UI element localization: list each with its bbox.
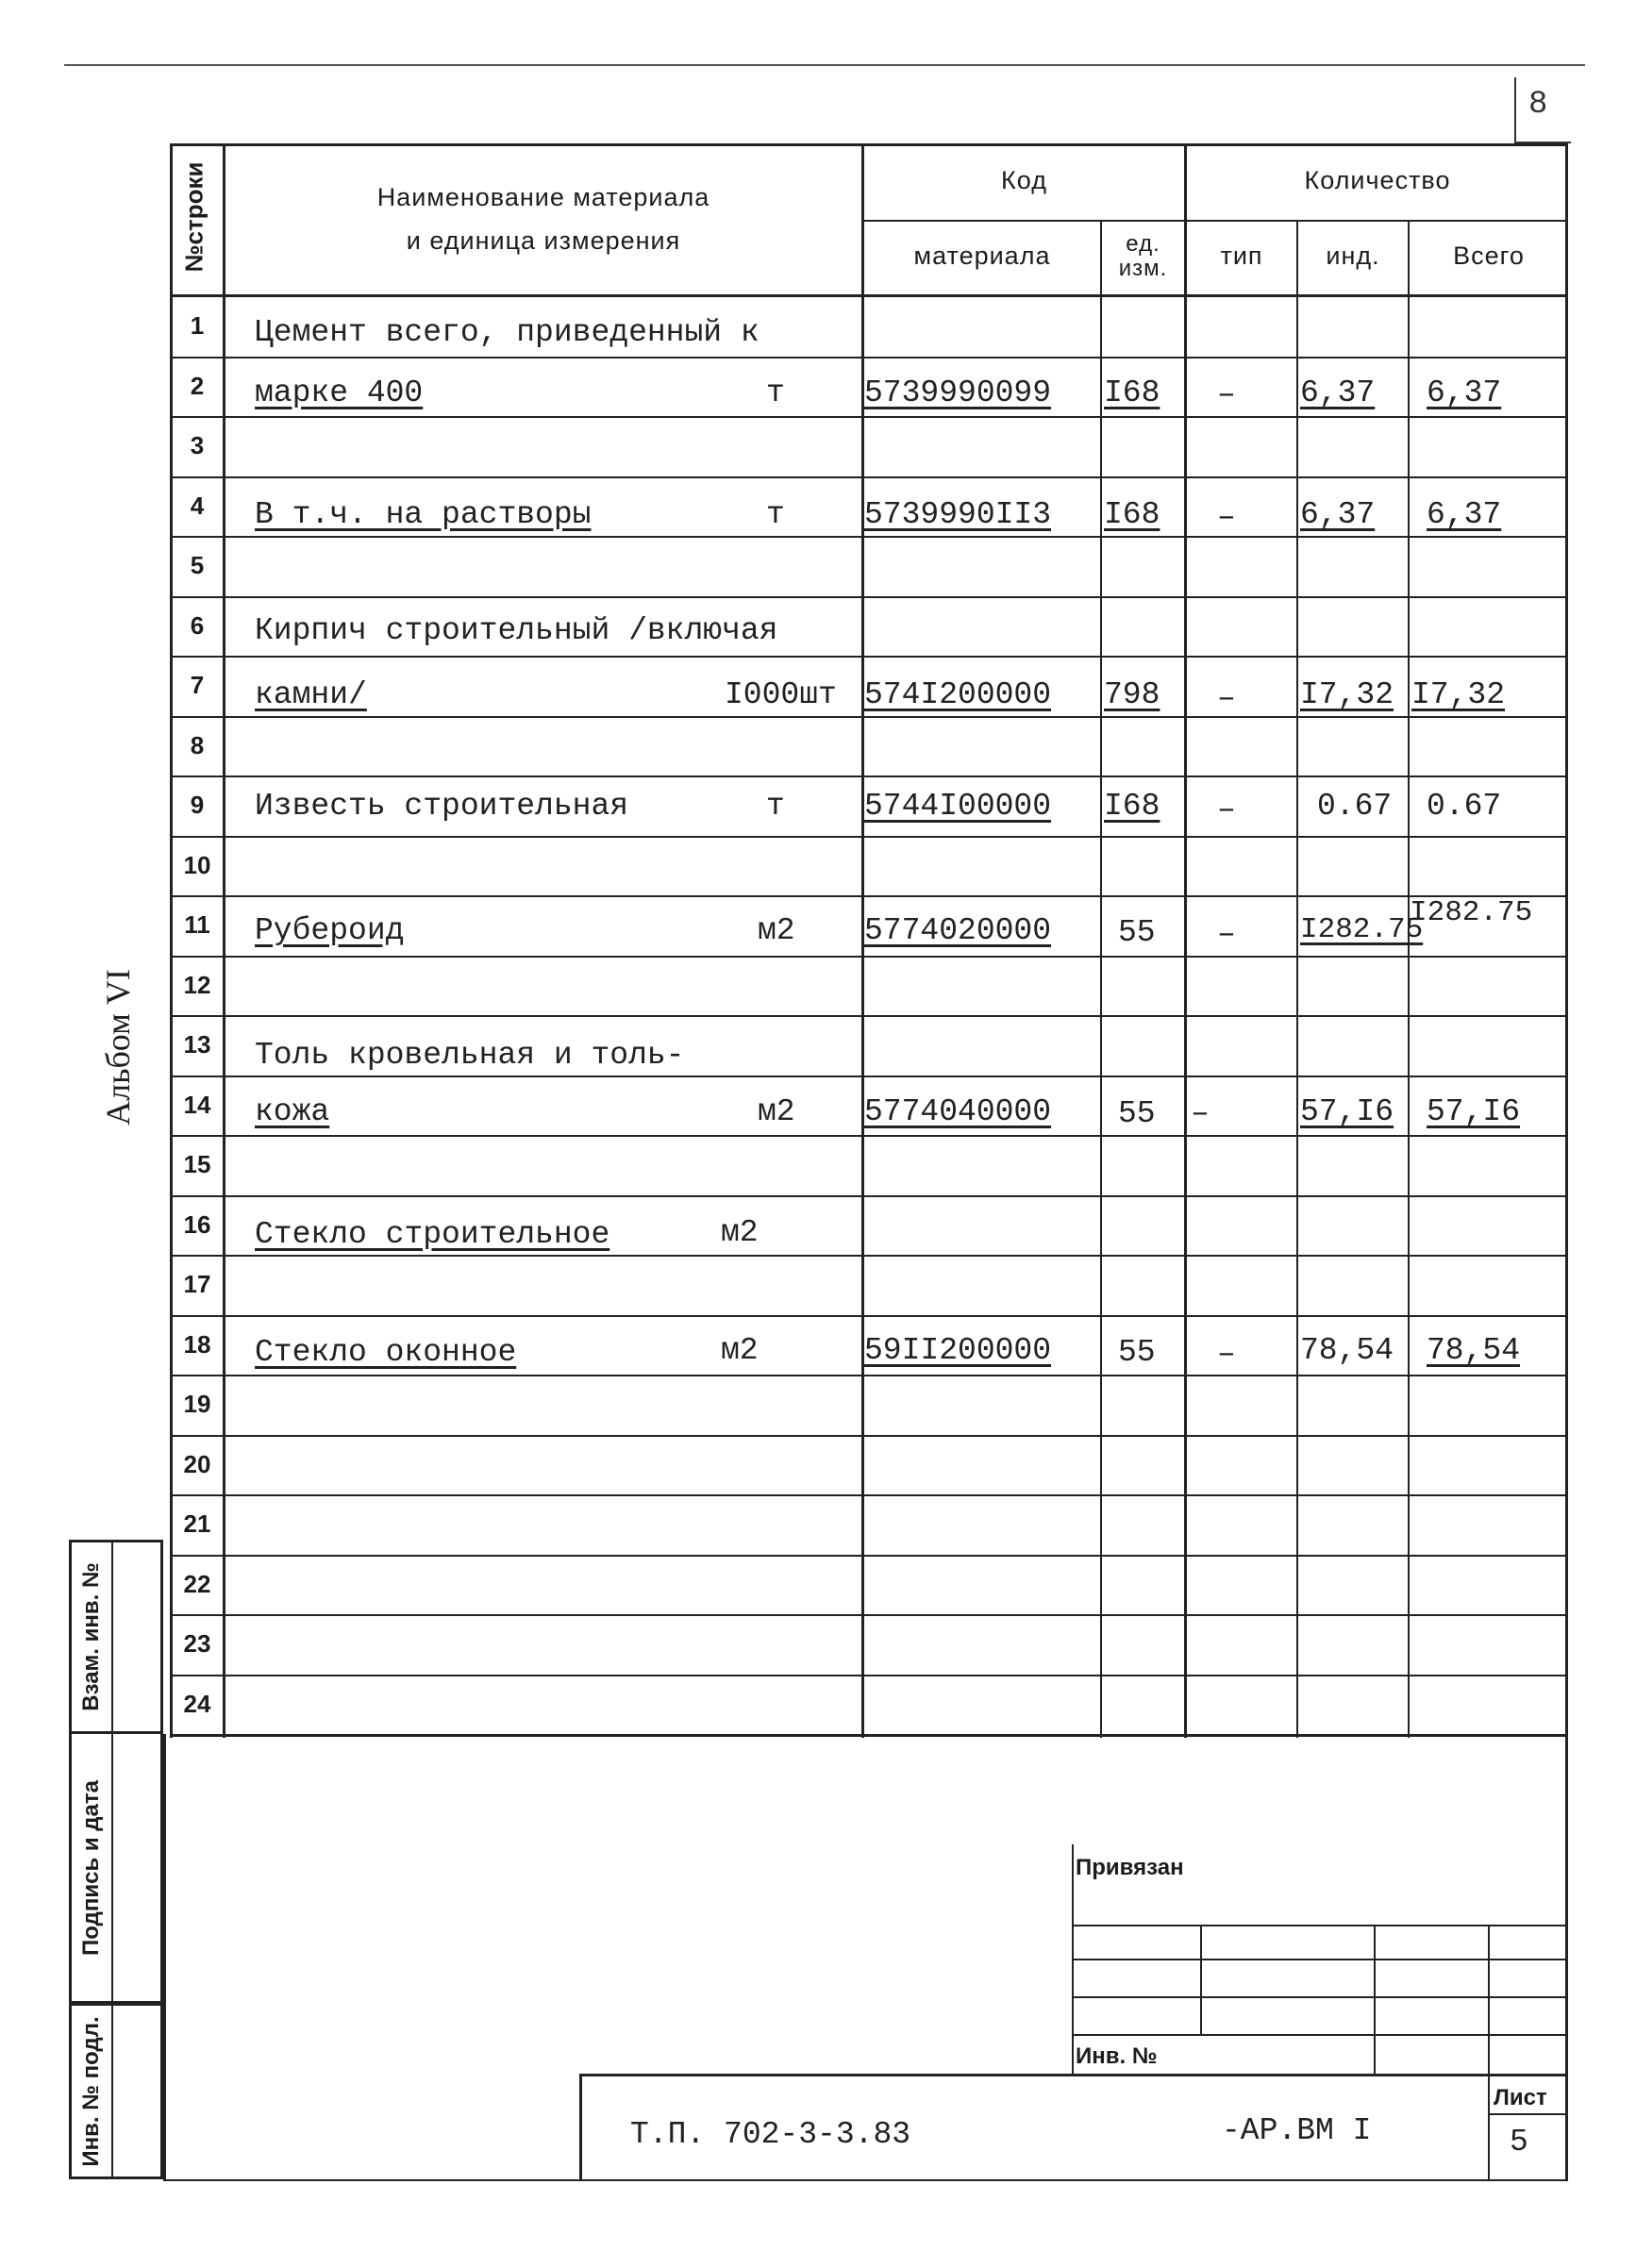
row-line	[170, 656, 1568, 658]
row-number: 8	[190, 731, 205, 759]
col-divider-ind	[1408, 220, 1410, 1738]
r2-total: 6,37	[1427, 375, 1502, 410]
unit-header: ед. изм.	[1118, 231, 1168, 281]
col-divider-unit	[1184, 143, 1187, 1738]
r11-type: –	[1217, 917, 1236, 952]
r6-name: Кирпич строительный /включая	[255, 613, 778, 648]
r4-name: В т.ч. на растворы	[255, 497, 592, 532]
r14-ucode: 55	[1118, 1096, 1156, 1131]
r11-total: I282.75	[1410, 896, 1533, 929]
privyazan-line3	[1072, 1996, 1568, 1998]
row-line	[170, 716, 1568, 718]
r18-code: 59II200000	[864, 1333, 1052, 1368]
r16-name: Стекло строительное	[255, 1217, 610, 1252]
album-label: Альбом VI	[99, 969, 137, 1126]
quantity-header: Количество	[1304, 166, 1451, 194]
row-number: 19	[183, 1390, 211, 1418]
row-number: 11	[184, 910, 210, 939]
r14-code: 5774040000	[864, 1094, 1052, 1129]
r11-ucode: 55	[1118, 915, 1156, 950]
row-number-header: №строки	[179, 161, 209, 273]
row-number: 13	[183, 1030, 211, 1059]
row-line	[170, 596, 1568, 598]
titleblock-top	[581, 2074, 1568, 2076]
row-number: 20	[183, 1450, 211, 1478]
r14-total: 57,I6	[1427, 1094, 1521, 1129]
row-line	[170, 1375, 1568, 1376]
name-header-line2: и единица измерения	[406, 226, 681, 255]
row-number: 7	[190, 671, 205, 699]
row-line	[170, 357, 1568, 359]
page-number: 8	[1528, 87, 1548, 123]
row-number: 22	[183, 1570, 211, 1598]
row-line	[170, 1135, 1568, 1137]
r13-name: Толь кровельная и толь-	[255, 1038, 685, 1073]
r4-ind: 6,37	[1300, 497, 1376, 532]
r4-ucode: I68	[1104, 497, 1160, 532]
row-line	[170, 1675, 1568, 1676]
r7-ind: I7,32	[1300, 677, 1394, 712]
r11-name: Рубероид	[255, 913, 405, 948]
r18-ucode: 55	[1118, 1335, 1156, 1370]
code-header: Код	[1001, 166, 1047, 194]
r9-unit: т	[766, 789, 785, 824]
privyazan-div2	[1374, 1925, 1376, 2076]
row-line	[170, 1555, 1568, 1557]
r14-type: –	[1191, 1096, 1210, 1131]
document-code: Т.П. 702-3-3.83	[630, 2117, 911, 2152]
row-number: 12	[183, 971, 211, 999]
privyazan-div1	[1200, 1925, 1202, 2036]
row-number: 3	[190, 431, 205, 459]
row-line	[170, 1614, 1568, 1616]
r18-total: 78,54	[1427, 1333, 1521, 1368]
row-number: 21	[183, 1509, 211, 1538]
r14-ind: 57,I6	[1300, 1094, 1394, 1129]
frame-bottom-line	[163, 2179, 1568, 2181]
stamp-vzam: Взам. инв. №	[69, 1540, 163, 1734]
r7-name: камни/	[255, 677, 367, 712]
r11-code: 5774020000	[864, 913, 1052, 948]
ind-header: инд.	[1326, 242, 1380, 270]
r7-code: 574I200000	[864, 677, 1052, 712]
r2-unit: т	[766, 375, 785, 410]
r9-type: –	[1217, 792, 1236, 827]
row-number: 14	[183, 1091, 211, 1119]
r11-ind: I282.75	[1300, 913, 1424, 946]
privyazan-div3	[1488, 1925, 1490, 2076]
r18-name: Стекло оконное	[255, 1335, 517, 1370]
row-line	[170, 1494, 1568, 1496]
r9-ucode: I68	[1104, 789, 1160, 824]
titleblock-left	[579, 2074, 582, 2179]
row-number: 18	[183, 1330, 211, 1359]
stamp-inv-podl: Инв. № подл.	[69, 2004, 163, 2179]
sheet-label: Лист	[1494, 2085, 1547, 2110]
row-line	[170, 1255, 1568, 1257]
row-number: 9	[190, 791, 205, 819]
r1-name: Цемент всего, приведенный к	[255, 315, 760, 350]
row-number: 5	[190, 551, 205, 579]
r18-type: –	[1217, 1337, 1236, 1372]
col-divider-type	[1296, 220, 1298, 1738]
row-number: 4	[190, 492, 205, 520]
row-line	[170, 1315, 1568, 1317]
col-divider-rowno	[223, 143, 225, 1738]
row-line	[170, 836, 1568, 838]
row-number: 24	[183, 1690, 211, 1718]
sheet-box-divider	[1488, 2113, 1568, 2115]
sheet-number: 5	[1510, 2125, 1528, 2160]
code-material-header: материала	[913, 242, 1051, 270]
r7-ucode: 798	[1104, 677, 1160, 712]
r14-unit: м2	[758, 1094, 795, 1129]
type-header: тип	[1220, 242, 1263, 270]
r9-ind: 0.67	[1317, 789, 1393, 824]
privyazan-label: Привязан	[1076, 1855, 1184, 1880]
header-bottom-line	[170, 294, 1568, 297]
document-suffix: -АР.ВМ I	[1222, 2113, 1372, 2148]
r9-code: 5744I00000	[864, 789, 1052, 824]
r9-name: Известь строительная	[255, 789, 629, 824]
privyazan-line2	[1072, 1959, 1568, 1960]
r18-unit: м2	[721, 1333, 759, 1368]
r2-name: марке 400	[255, 375, 424, 410]
r11-unit: м2	[758, 913, 795, 948]
stamp-podpis: Подпись и дата	[69, 1734, 163, 2004]
row-line	[170, 416, 1568, 418]
r7-type: –	[1217, 681, 1236, 716]
r4-total: 6,37	[1427, 497, 1502, 532]
r14-name: кожа	[255, 1094, 330, 1129]
row-line	[170, 1015, 1568, 1017]
row-line	[170, 775, 1568, 777]
row-number: 23	[183, 1629, 211, 1658]
r4-unit: т	[766, 497, 785, 532]
row-line	[170, 1076, 1568, 1077]
r2-ind: 6,37	[1300, 375, 1376, 410]
r2-type: –	[1217, 377, 1236, 412]
row-number: 15	[183, 1150, 211, 1178]
r7-unit: I000шт	[725, 677, 837, 712]
privyazan-line4	[1072, 2034, 1568, 2036]
name-header-line1: Наименование материала	[376, 183, 710, 211]
r4-type: –	[1217, 500, 1236, 535]
r4-code: 5739990II3	[864, 497, 1052, 532]
r16-unit: м2	[721, 1215, 759, 1250]
row-line	[170, 1435, 1568, 1437]
row-line	[170, 895, 1568, 897]
col-divider-code	[1100, 220, 1102, 1738]
row-line	[170, 1195, 1568, 1197]
row-line	[170, 956, 1568, 958]
privyazan-line1	[1072, 1925, 1568, 1926]
row-line	[170, 476, 1568, 478]
row-number: 2	[190, 372, 205, 400]
r7-total: I7,32	[1411, 677, 1506, 712]
total-header: Всего	[1453, 242, 1525, 270]
row-number: 16	[183, 1210, 211, 1239]
r2-ucode: I68	[1104, 375, 1160, 410]
row-number: 6	[190, 611, 205, 640]
inv-no-label: Инв. №	[1076, 2043, 1158, 2069]
row-number: 1	[190, 311, 205, 340]
table-bottom-line	[170, 1734, 1568, 1737]
top-rule	[64, 64, 1585, 66]
row-line	[170, 536, 1568, 538]
sheet-box-left	[1488, 2076, 1490, 2179]
r9-total: 0.67	[1427, 789, 1502, 824]
row-number: 17	[183, 1270, 211, 1298]
header-subline	[861, 220, 1568, 222]
frame-left-bottom	[163, 1734, 166, 2179]
row-number: 10	[183, 851, 211, 879]
r2-code: 5739990099	[864, 375, 1052, 410]
r18-ind: 78,54	[1300, 1333, 1394, 1368]
